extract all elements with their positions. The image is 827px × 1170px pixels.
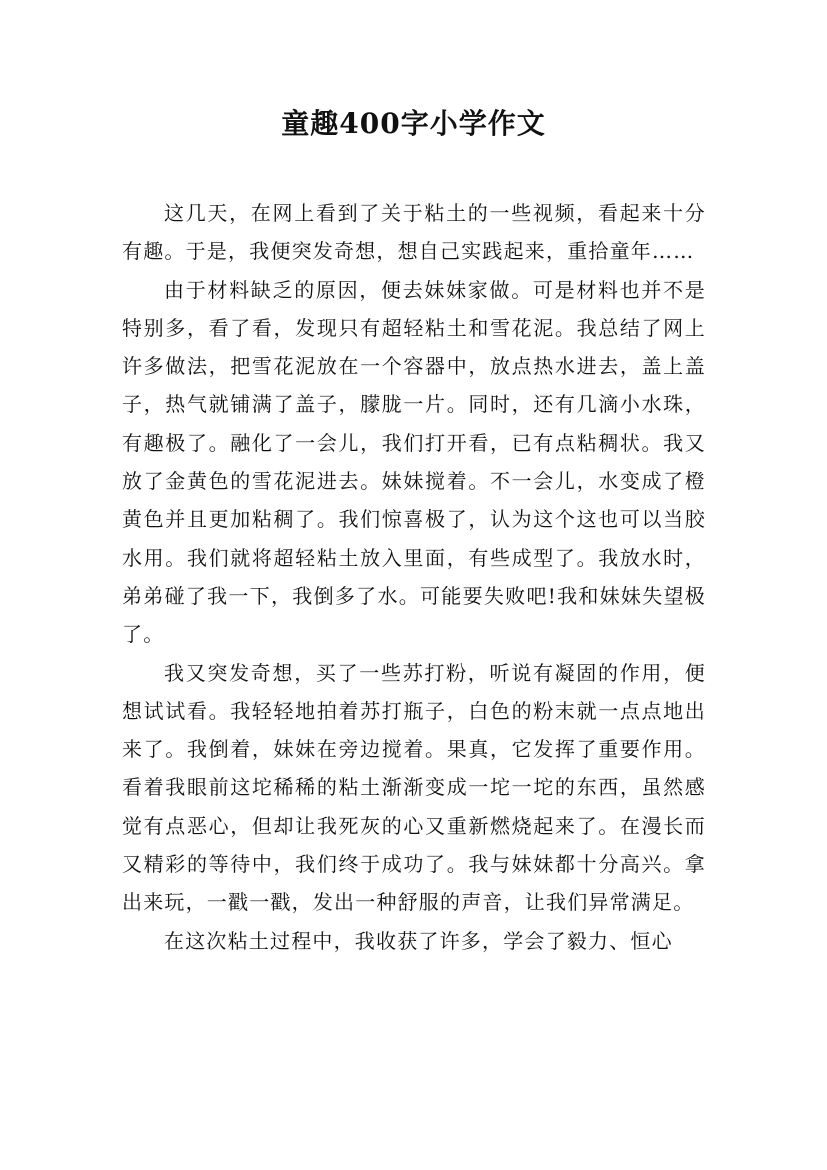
page-title: 童趣400字小学作文: [281, 107, 546, 140]
paragraph-3: 我又突发奇想，买了一些苏打粉，听说有凝固的作用，便想试试看。我轻轻地拍着苏打瓶子，白色的粉末就一点点地出来了。我倒着，妹妹在旁边搅着。果真，它发挥了重要作用。看着我眼前这坨稀稀的粘土渐渐变成一坨一坨的东西，虽然感觉有点恶心，但却让我死灰的心又重新燃烧起来了。在漫长而又精彩的等待中，我们终于成功了。我与妹妹都十分高兴。拿出来玩，一戳一戳，发出一种舒服的声音，让我们异常满足。: [122, 660, 706, 915]
paragraph-2: 由于材料缺乏的原因，便去妹妹家做。可是材料也并不是特别多，看了看，发现只有超轻粘土和雪花泥。我总结了网上许多做法，把雪花泥放在一个容器中，放点热水进去，盖上盖子，热气就铺满了盖子，朦胧一片。同时，还有几滴小水珠，有趣极了。融化了一会儿，我们打开看，已有点粘稠状。我又放了金黄色的雪花泥进去。妹妹搅着。不一会儿，水变成了橙黄色并且更加粘稠了。我们惊喜极了，认为这个这也可以当胶水用。我们就将超轻粘土放入里面，有些成型了。我放水时，弟弟碰了我一下，我倒多了水。可能要失败吧!我和妹妹失望极了。: [122, 277, 706, 647]
essay-body: [122, 194, 706, 960]
paragraph-4: 在这次粘土过程中，我收获了许多，学会了毅力、恒心: [164, 928, 673, 953]
paragraph-1: 这几天，在网上看到了关于粘土的一些视频，看起来十分有趣。于是，我便突发奇想，想自己实践起来，重拾童年……: [122, 201, 706, 264]
